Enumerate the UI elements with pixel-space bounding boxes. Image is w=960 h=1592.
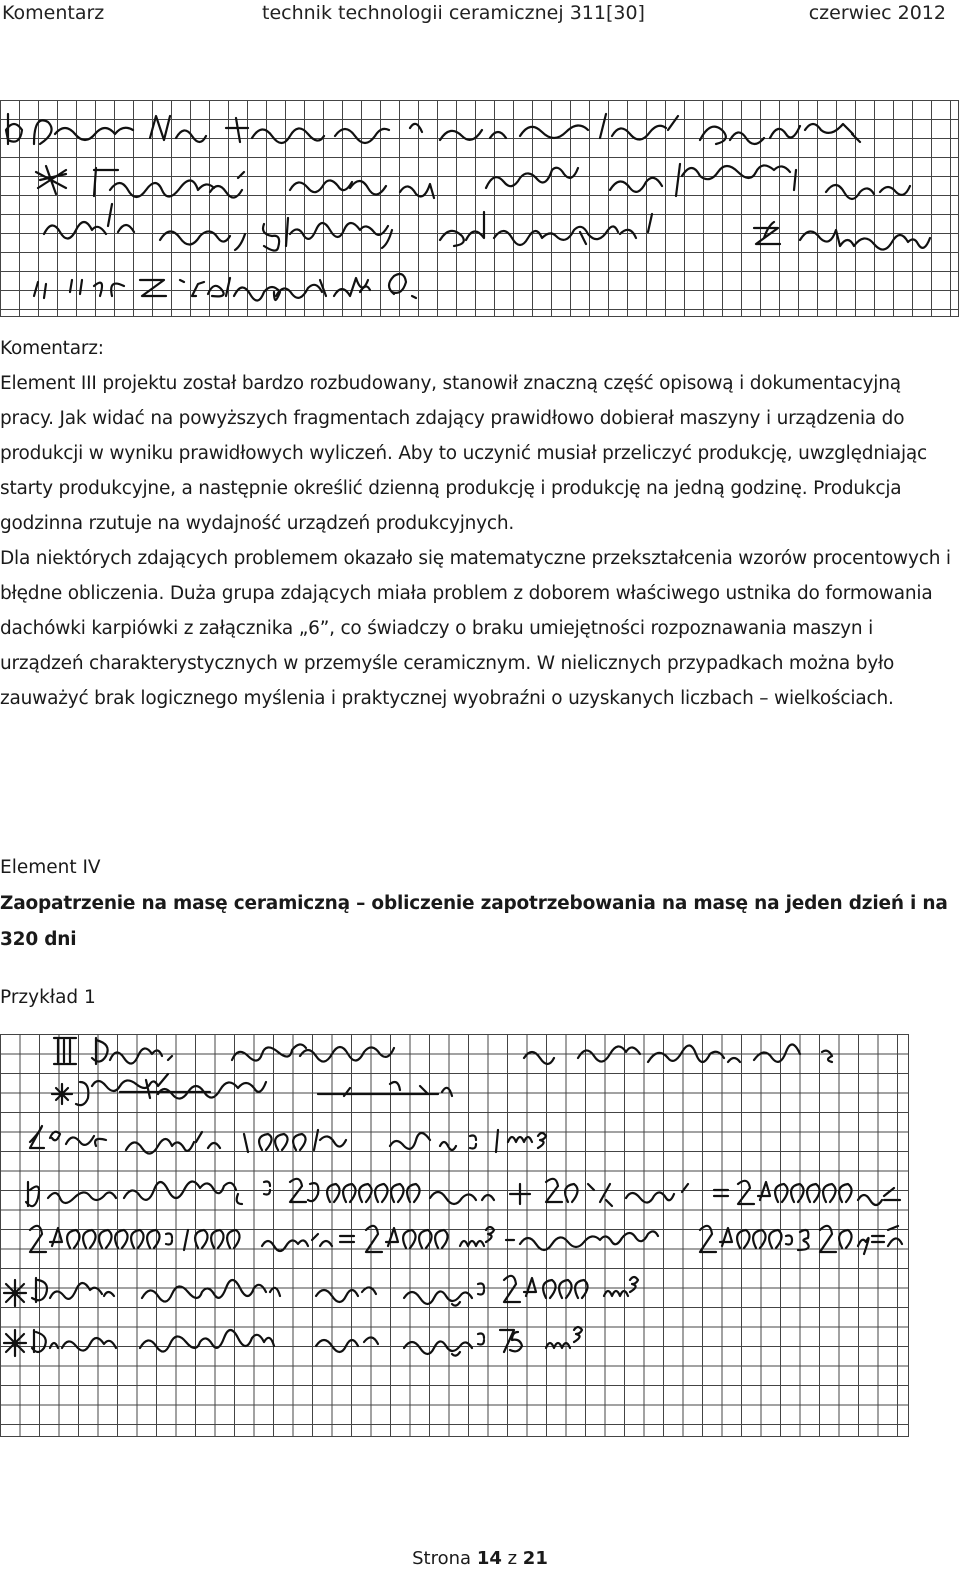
example-label: Przykład 1	[0, 987, 96, 1008]
handwriting-bottom	[0, 1034, 908, 1436]
page-footer	[0, 1548, 960, 1569]
commentary-heading: Komentarz:	[0, 338, 104, 359]
handwritten-scan-bottom	[0, 1034, 909, 1437]
element-label: Element IV	[0, 857, 101, 878]
handwriting-top	[0, 100, 958, 316]
header-right: czerwiec 2012	[808, 2, 946, 24]
footer-page-number: 14	[476, 1548, 502, 1569]
commentary-paragraph-1: Element III projektu został bardzo rozbudowany, stanowił znaczną część opisową i dokumentacyjną pracy. Jak widać na powyższych fragmentach zdający prawidłowo dobierał maszyny i urządzenia do produkcji w wyniku prawidłowych wyliczeń. Aby to uczynić musiał przeliczyć produkcję, uwzględniając starty produkcyjne, a następnie określić dzienną produkcję i produkcję na jedną godzinę. Produkcja godzinna rzutuje na wydajność urządzeń produkcyjnych.	[0, 373, 927, 534]
footer-prefix: Strona	[412, 1548, 472, 1569]
header-left: Komentarz	[2, 2, 105, 24]
page-header	[0, 2, 960, 28]
handwritten-scan-top	[0, 100, 959, 317]
footer-separator: z	[507, 1548, 518, 1569]
footer-total-pages: 21	[522, 1548, 548, 1569]
commentary-paragraph-2: Dla niektórych zdających problemem okazało się matematyczne przekształcenia wzorów procentowych i błędne obliczenia. Duża grupa zdających miała problem z doborem właściwego ustnika do formowania dachówki karpiówki z załącznika „6”, co świadczy o braku umiejętności rozpoznawania maszyn i urządzeń charakterystycznych w przemyśle ceramicznym. W nielicznych przypadkach można było zauważyć brak logicznego myślenia i praktycznej wyobraźni o uzyskanych liczbach – wielkościach.	[0, 548, 951, 709]
commentary-section	[0, 331, 952, 716]
header-center: technik technologii ceramicznej 311[30]	[262, 2, 645, 24]
element-title: Zaopatrzenie na masę ceramiczną – obliczenie zapotrzebowania na masę na jeden dzień i na 320 dni	[0, 893, 948, 950]
